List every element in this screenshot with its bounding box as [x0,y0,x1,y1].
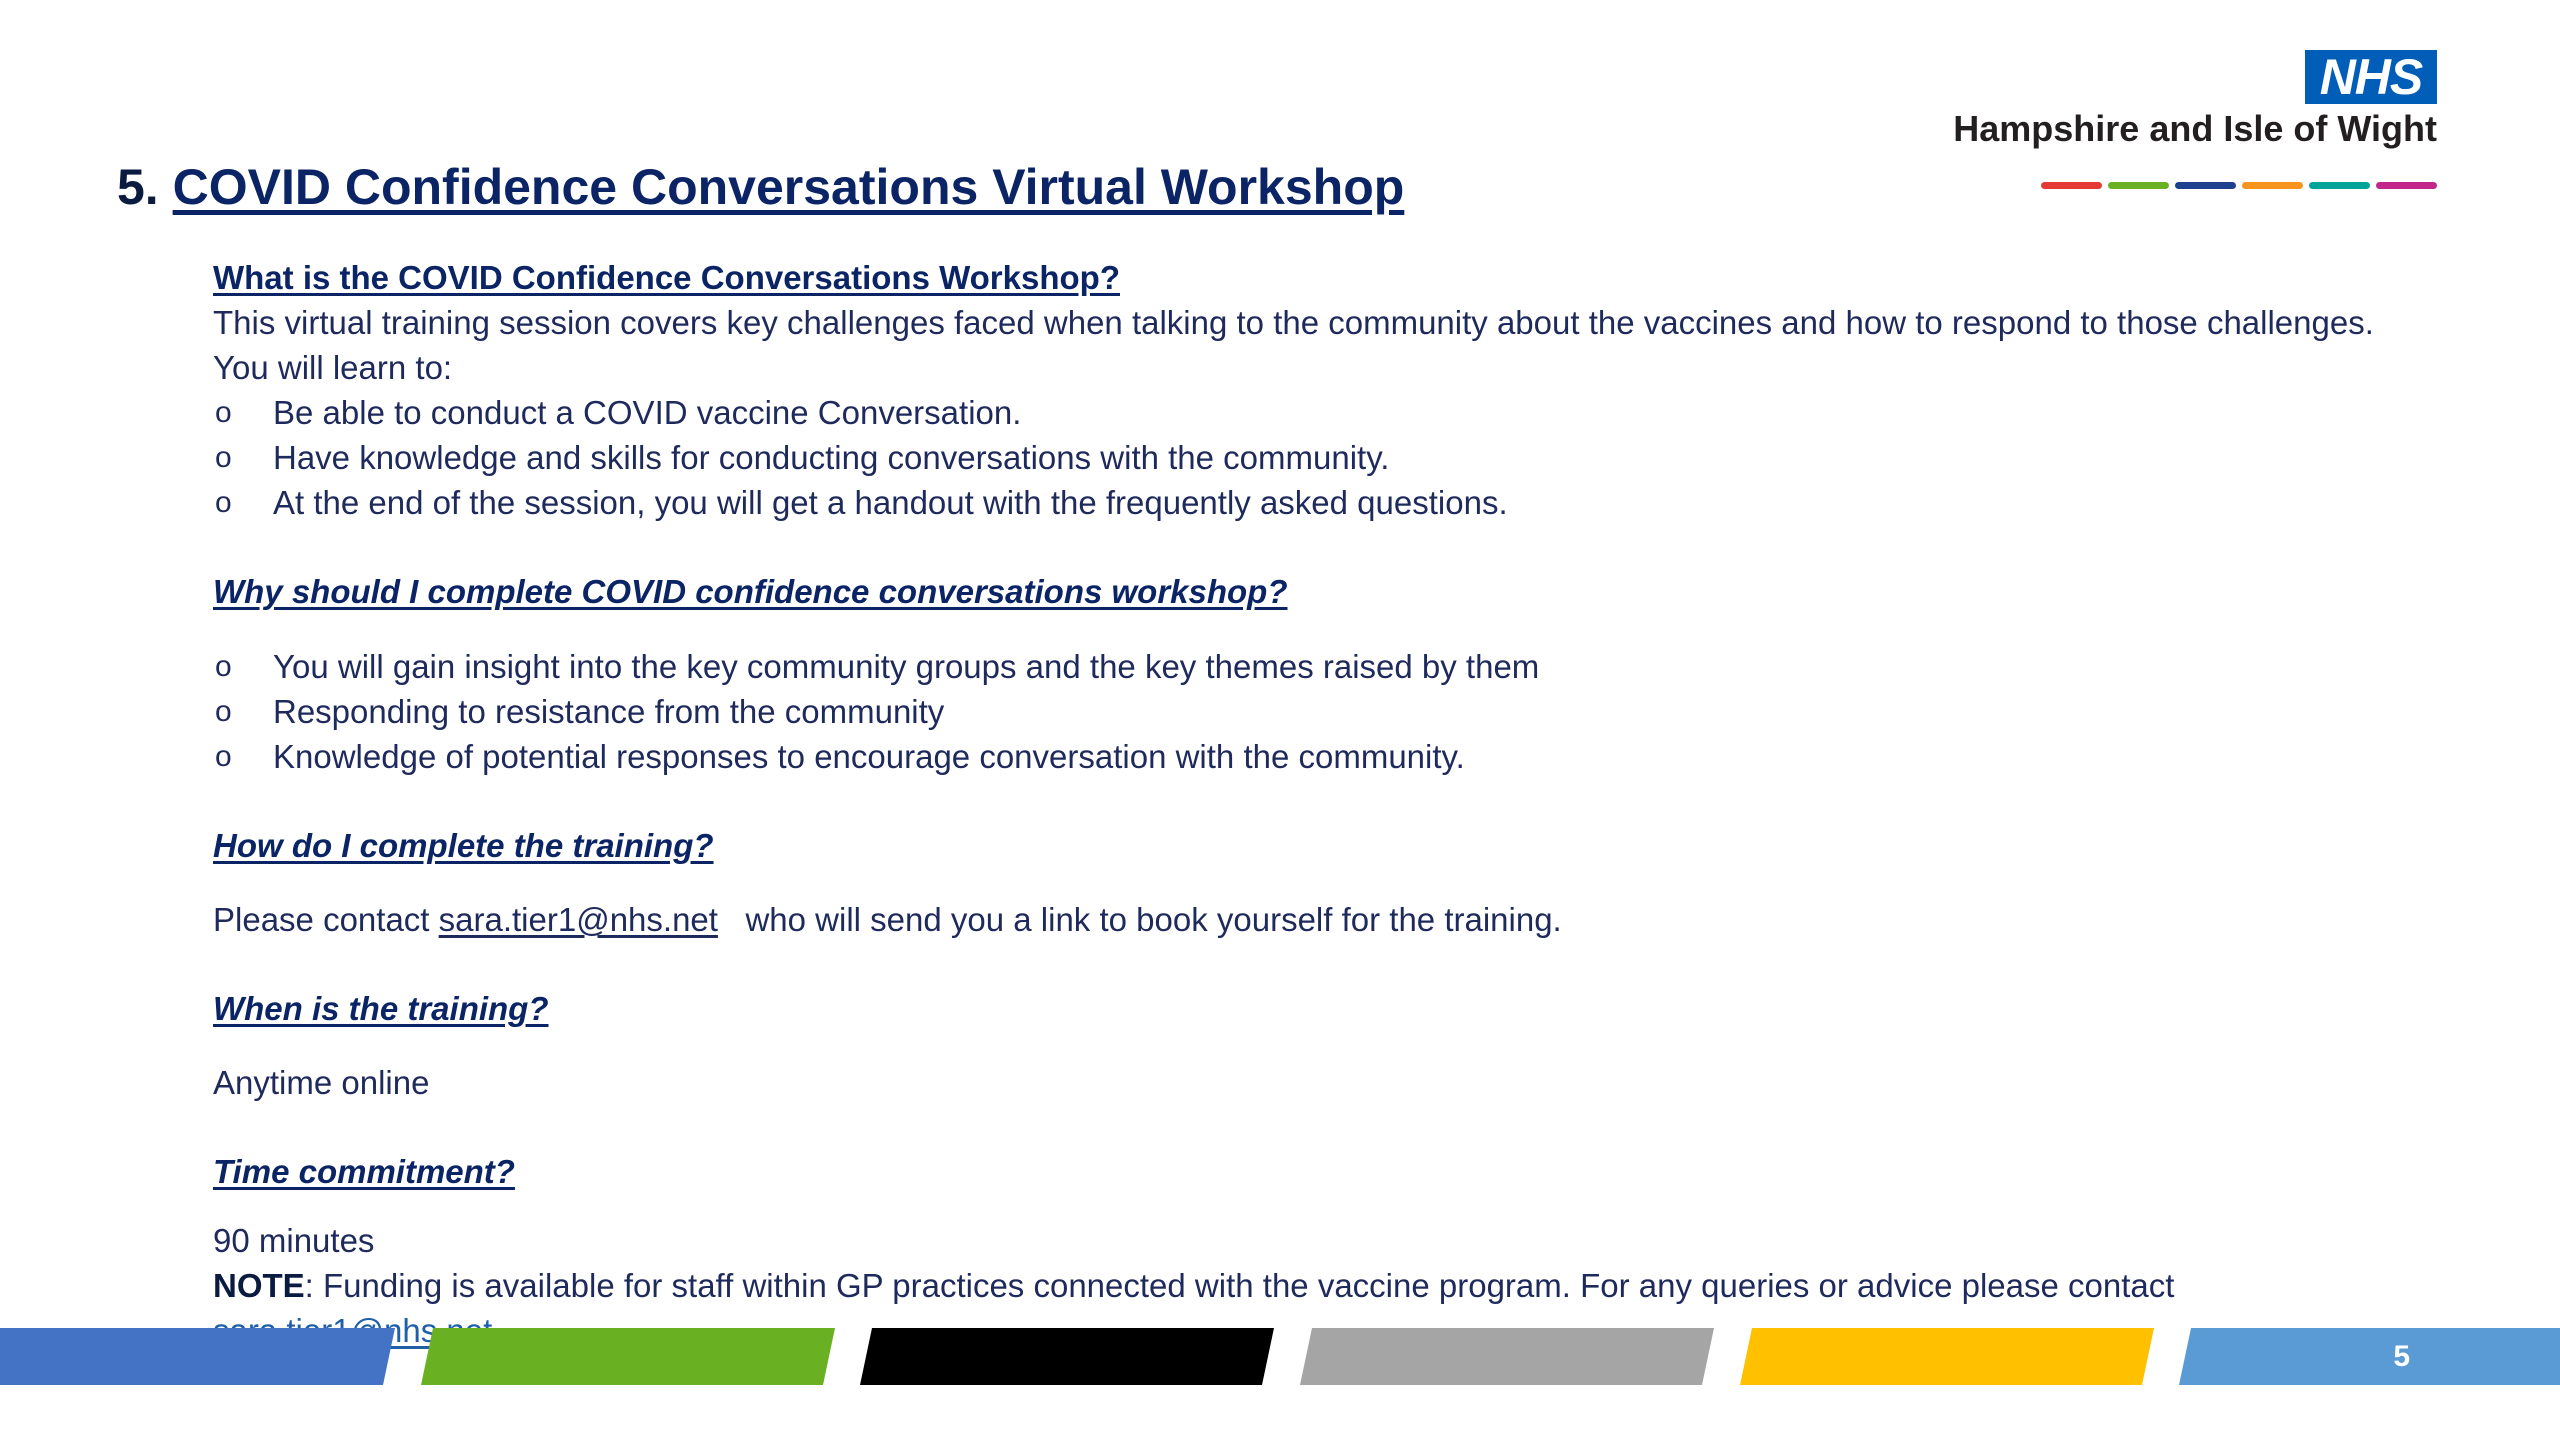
bullet-icon: o [215,486,232,519]
strip-segment-red [2041,182,2102,189]
section-what-paragraph: This virtual training session covers key challenges faced when talking to the community about the vaccines and how to respond to those challenges. You will learn to: [213,304,2374,386]
note-label: NOTE [213,1267,305,1304]
title-number: 5. [117,159,159,215]
section-what-bullets [213,390,2393,525]
organization-name: Hampshire and Isle of Wight [1953,108,2437,149]
section-heading-when: When is the training? [213,990,549,1027]
section-heading-what: What is the COVID Confidence Conversations Workshop? [213,259,1120,296]
footer-bar-grey [1300,1328,1714,1385]
contact-text-before: Please contact [213,901,439,938]
list-item [213,480,2393,525]
note-paragraph [213,1263,2393,1308]
list-item-text: You will gain insight into the key community groups and the key themes raised by them [273,648,1540,685]
title-text: COVID Confidence Conversations Virtual Workshop [172,159,1405,215]
nhs-logo-text: NHS [2319,49,2423,105]
note-text: : Funding is available for staff within GP practices connected with the vaccine program. For any queries or advice please contact [304,1267,2175,1304]
strip-segment-magenta [2376,182,2437,189]
list-item-text: Be able to conduct a COVID vaccine Conversation. [273,394,1022,431]
footer-bar-green [421,1328,835,1385]
list-item [213,689,2393,734]
section-why-bullets [213,644,2393,779]
contact-email-link[interactable]: sara.tier1@nhs.net [438,901,718,938]
footer-bar-lightblue [2179,1328,2560,1385]
list-item-text: Knowledge of potential responses to encourage conversation with the community. [273,738,1465,775]
bullet-icon: o [215,396,232,429]
section-when-text: Anytime online [213,1064,430,1101]
strip-segment-green [2108,182,2169,189]
bullet-icon: o [215,695,232,728]
list-item-text: Responding to resistance from the community [273,693,945,730]
content-body [213,255,2393,1353]
footer-bar-yellow [1740,1328,2154,1385]
list-item [213,390,2393,435]
strip-segment-teal [2309,182,2370,189]
bullet-icon: o [215,740,232,773]
strip-segment-orange [2242,182,2303,189]
section-heading-time: Time commitment? [213,1153,515,1190]
footer-bar-black [860,1328,1274,1385]
section-how-text [213,897,2393,942]
footer-bar-blue [0,1328,395,1385]
list-item [213,644,2393,689]
page-number: 5 [2393,1340,2410,1373]
list-item [213,435,2393,480]
bullet-icon: o [215,441,232,474]
nhs-logo [2305,50,2437,104]
section-time-text: 90 minutes [213,1222,375,1259]
contact-text-after: who will send you a link to book yourself for the training. [717,901,1562,938]
logo-color-strip [2041,182,2437,189]
list-item-text: At the end of the session, you will get a handout with the frequently asked questions. [273,484,1508,521]
list-item [213,734,2393,779]
strip-segment-navy [2175,182,2236,189]
section-heading-why: Why should I complete COVID confidence conversations workshop? [213,573,1288,610]
bullet-icon: o [215,650,232,683]
footer-color-bars [0,1328,2560,1385]
page-title [117,158,1404,216]
section-heading-how: How do I complete the training? [213,827,714,864]
list-item-text: Have knowledge and skills for conducting conversations with the community. [273,439,1390,476]
